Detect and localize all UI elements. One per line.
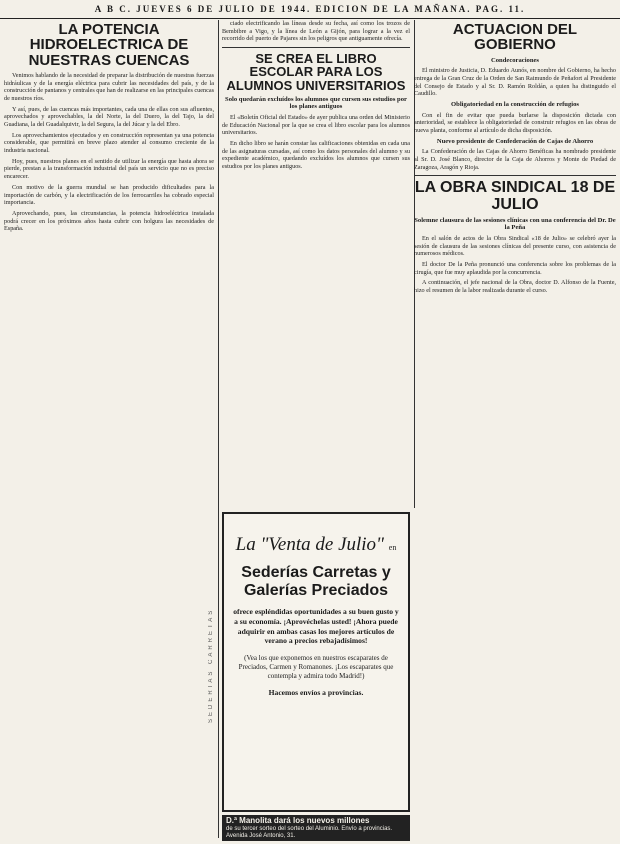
column-middle xyxy=(222,20,415,508)
ad-script-suffix: en xyxy=(388,543,397,552)
divider xyxy=(222,47,410,48)
article-body xyxy=(414,148,616,171)
paragraph: En el salón de actos de la Obra Sindical «18 de Julio» se celebró ayer la sesión de clausura de las sesiones clínicas del presente curso, con asistencia de numerosos médicos. xyxy=(414,234,616,258)
paragraph: ciado electrificando las líneas desde su fecha, así como los trozos de Bembibre a Vigo, y la línea de León a Gijón, para lograr a la vez el recorrido del puerto de Pajares sin los peligros que antiguamente ofrecía. xyxy=(222,20,410,43)
lottery-body: de su tercer sorteo del sorteo del Aluminio. Envío a provincias. Avenida José Antonio, 31. xyxy=(226,825,393,839)
paragraph: Hoy, pues, nuestros planes en el sentido de utilizar la energía que hasta ahora se pierde, prestan a la transformación industrial del país un servicio que no es preciso encarecer. xyxy=(4,157,214,181)
article-body xyxy=(414,67,616,98)
paragraph: A continuación, el jefe nacional de la Obra, doctor D. Alfonso de la Fuente, hizo el resumen de la labor realizada durante el curso. xyxy=(414,279,616,295)
page-header: A B C. JUEVES 6 DE JULIO DE 1944. EDICION DE LA MAÑANA. PAG. 11. xyxy=(0,0,620,19)
paragraph: En dicho libro se harán constar las calificaciones obtenidas en cada una de las asignaturas cursadas, así como los datos personales del alumno y su expediente académico, quedando excluídos los alumnos que cursen sus estudios por los planes antiguos. xyxy=(222,140,410,171)
lottery-banner xyxy=(222,815,410,841)
ad-copy: ofrece espléndidas oportunidades a su buen gusto y a su economía. ¡Aprovéchelas usted! ¡Ahora puede adquirir en ambas casas los mejores artículos de verano a precios rebajadísimos! xyxy=(233,606,399,646)
paragraph: El doctor De la Peña pronunció una conferencia sobre los problemas de la cirugía, que fue muy aplaudida por la concurrencia. xyxy=(414,261,616,276)
ad-note: (Vea los que exponemos en nuestros escaparates de Preciados, Carmen y Romanones. ¡Los escaparates que contempla y admira todo Madrid!) xyxy=(238,654,394,681)
article-title-obra-sindical: LA OBRA SINDICAL 18 DE JULIO xyxy=(414,179,616,213)
column-right xyxy=(414,20,616,838)
subheading-condecoraciones: Condecoraciones xyxy=(491,56,539,64)
paragraph: Los aprovechamientos ejecutados y en construcción representan ya una potencia considerable, que permitirá en breve plazo atender al consumo creciente de la industria nacional. xyxy=(4,131,214,155)
paragraph: El «Boletín Oficial del Estado» de ayer publica una orden del Ministerio de Educación Nacional por la que se crea el libro escolar para los alumnos universitarios. xyxy=(222,113,410,137)
ad-shipping: Hacemos envíos a provincias. xyxy=(268,687,364,697)
article-continuation xyxy=(222,20,410,43)
advertisement-venta-julio xyxy=(222,512,410,812)
lottery-headline: D.ª Manolita dará los nuevos millones xyxy=(226,816,370,825)
paragraph: La Confederación de las Cajas de Ahorro Benéficas ha nombrado presidente al Sr. D. José Blanco, director de la Caja de Ahorros y Monte de Piedad de Zaragoza, Aragón y Rioja. xyxy=(414,148,616,171)
article-body-libro-escolar xyxy=(222,114,410,171)
divider xyxy=(414,175,616,176)
article-body xyxy=(414,112,616,135)
article-body-hydro xyxy=(4,72,214,233)
paragraph: El ministro de Justicia, D. Eduardo Aunós, en nombre del Gobierno, ha hecho entrega de la Gran Cruz de la Orden de San Raimundo de Peñafort al Presidente del Consejo de Estado y al Sr. D. Ramón Roldán, a quien ha distinguido el Caudillo. xyxy=(414,67,616,98)
ad-store-name: Sederías Carretas y Galerías Preciados xyxy=(241,564,391,600)
paragraph: Y así, pues, de las cuencas más importantes, cada una de ellas con sus afluentes, aprovechados y aprovechables, la del Norte, la del Duero, la del Tajo, la del Guadiana, la del Guadalquivir, la del Segura, la del Júcar y la del Ebro. xyxy=(4,105,214,129)
paragraph: Con motivo de la guerra mundial se han producido dificultades para la importación de carbón, y la electrificación de los ferrocarriles ha cobrado especial importancia. xyxy=(4,183,214,207)
article-title-gobierno: ACTUACION DEL GOBIERNO xyxy=(452,21,578,54)
subheading-refugios: Obligatoriedad en la construcción de refugios xyxy=(451,100,579,108)
subheading-clausura: Solemne clausura de las sesiones clínicas con una conferencia del Dr. De la Peña xyxy=(414,216,616,232)
ad-script-title xyxy=(232,534,400,556)
article-subtitle-libro-escolar: Solo quedarán excluídos los alumnos que cursen sus estudios por los planes antiguos xyxy=(225,95,407,111)
ad-side-text: SEDERIAS CARRETAS xyxy=(208,607,214,723)
column-left xyxy=(4,20,219,838)
paragraph: Venimos hablando de la necesidad de preparar la distribución de nuestras fuerzas hidráulicas y de la energía eléctrica para cubrir las necesidades del país, y de la construcción de pantanos y centrales que han de realizarse en las principales cuencas de nuestros ríos. xyxy=(4,71,214,102)
subheading-cajas-ahorro: Nuevo presidente de Confederación de Cajas de Ahorro xyxy=(436,137,594,145)
ad-script-text: La "Venta de Julio" xyxy=(235,534,385,555)
article-title-libro-escolar: SE CREA EL LIBRO ESCOLAR PARA LOS ALUMNOS UNIVERSITARIOS xyxy=(226,51,406,93)
paragraph: Con el fin de evitar que pueda burlarse la disposición dictada con anterioridad, se establece la obligatoriedad de construir refugios en las obras de nueva planta, conforme al artículo de dicha disposición. xyxy=(414,111,616,134)
paragraph: Aprovechando, pues, las circunstancias, la potencia hidroeléctrica instalada podrá crecer en los próximos años hasta cubrir con holgura las necesidades de España. xyxy=(4,209,214,233)
article-title-hydro: LA POTENCIA HIDROELECTRICA DE NUESTRAS CUENCAS xyxy=(28,21,190,69)
article-body-obra-sindical xyxy=(414,235,616,295)
